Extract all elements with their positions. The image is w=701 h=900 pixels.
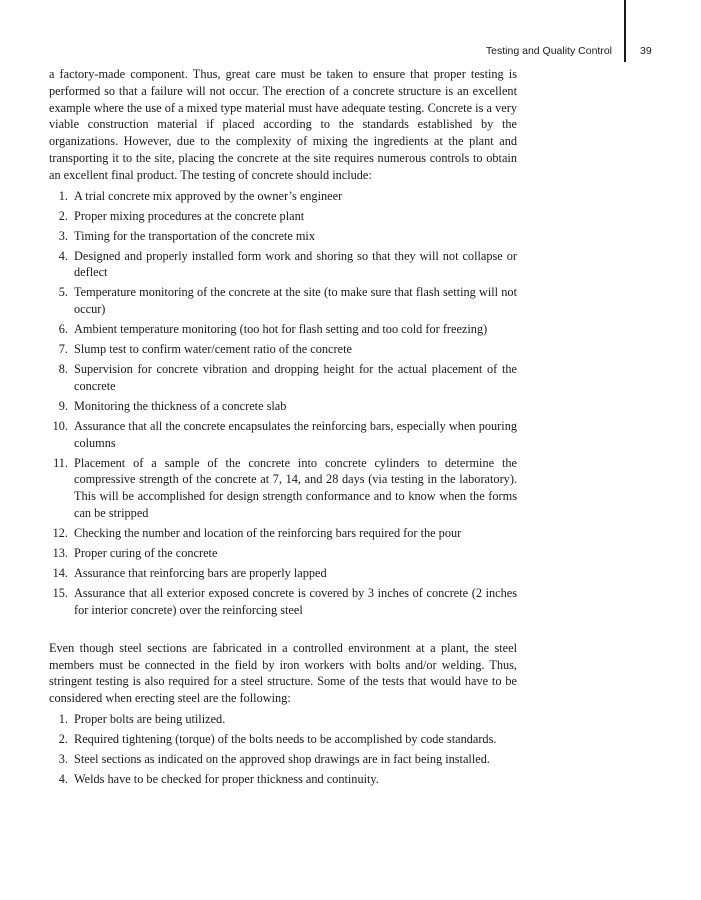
list-item [49,398,517,415]
list-item-number: 15. [52,585,68,600]
list-item-number: 9. [58,398,68,413]
list-item-text: Timing for the transportation of the concrete mix [74,228,315,243]
list-item [49,545,517,562]
list-item-text: Required tightening (torque) of the bolts needs to be accomplished by code standards. [74,731,497,746]
list-item [49,585,517,619]
list-item-text: Monitoring the thickness of a concrete slab [74,398,287,413]
list-item-text: Supervision for concrete vibration and dropping height for the actual placement of the concrete [74,362,517,393]
list-item-number: 2. [58,731,68,746]
list-item-text: Proper bolts are being utilized. [74,711,226,726]
running-head: Testing and Quality Control [485,45,612,57]
list-item [49,751,517,768]
list-item [49,208,517,225]
list-item-number: 12. [52,525,68,540]
list-item-text: Assurance that all exterior exposed concrete is covered by 3 inches of concrete (2 inches for interior concrete) over the reinforcing steel [74,585,517,617]
list-item-number: 5. [58,285,68,300]
list-item-text: Checking the number and location of the reinforcing bars required for the pour [74,525,462,540]
list-item-text: Assurance that reinforcing bars are properly lapped [74,565,327,580]
steel-paragraph: Even though steel sections are fabricated in a controlled environment at a plant, the steel members must be connected in the field by iron workers with bolts and/or welding. Thus, stringent testing is also required for a steel structure. Some of the tests that would have to be considered when erecting steel are the following: [49,640,517,706]
list-item-text: Proper curing of the concrete [74,545,218,560]
list-item-number: 2. [58,208,68,223]
list-item [49,525,517,542]
page-number: 39 [640,45,652,57]
list-item-number: 3. [58,751,68,766]
list-item [49,284,517,318]
list-item [49,228,517,245]
list-item-number: 4. [58,248,68,263]
list-item [49,361,517,395]
header-vertical-rule [624,0,626,62]
list-item-text: Welds have to be checked for proper thickness and continuity. [74,771,379,786]
list-item-text: Proper mixing procedures at the concrete plant [74,208,305,223]
section-gap [49,622,517,640]
list-item [49,731,517,748]
list-item-number: 7. [58,342,68,357]
list-item-number: 1. [58,711,68,726]
list-item-number: 10. [52,418,68,433]
list-item-number: 13. [52,545,68,560]
list-item-text: Temperature monitoring of the concrete at the site (to make sure that flash setting will not occur) [74,285,517,317]
concrete-testing-list [49,188,517,619]
steel-testing-list [49,711,517,788]
list-item [49,188,517,205]
list-item-text: A trial concrete mix approved by the owner’s engineer [74,188,343,203]
list-item-number: 1. [58,188,68,203]
list-item [49,418,517,452]
list-item-number: 8. [58,362,68,377]
list-item [49,771,517,788]
list-item-number: 14. [52,565,68,580]
list-item [49,248,517,282]
list-item-text: Slump test to confirm water/cement ratio of the concrete [74,342,352,357]
list-item-text: Assurance that all the concrete encapsulates the reinforcing bars, especially when pouring columns [74,418,517,450]
list-item [49,321,517,338]
list-item-number: 11. [53,455,68,470]
list-item [49,341,517,358]
list-item [49,711,517,728]
intro-paragraph: a factory-made component. Thus, great care must be taken to ensure that proper testing is performed so that a failure will not occur. The erection of a concrete structure is an excellent example where the use of a mixed type material must have adequate testing. Concrete is a very viable construction material if placed according to the standards established by the organizations. However, due to the complexity of mixing the ingredients at the plant and transporting it to the site, placing the concrete at the site requires numerous controls to obtain an excellent final product. The testing of concrete should include: [49,67,517,182]
list-item-text: Steel sections as indicated on the approved shop drawings are in fact being installed. [74,751,490,766]
list-item [49,565,517,582]
list-item-text: Designed and properly installed form work and shoring so that they will not collapse or deflect [74,248,517,280]
list-item-number: 6. [58,322,68,337]
list-item-text: Ambient temperature monitoring (too hot for flash setting and too cold for freezing) [74,322,488,337]
list-item-number: 4. [58,771,68,786]
list-item-number: 3. [58,228,68,243]
list-item [49,455,517,522]
body-text [49,66,517,791]
list-item-text: Placement of a sample of the concrete into concrete cylinders to determine the compressive strength of the concrete at 7, 14, and 28 days (via testing in the laboratory). This will be accomplished for design strength conformance and to know when the forms can be stripped [74,455,517,520]
